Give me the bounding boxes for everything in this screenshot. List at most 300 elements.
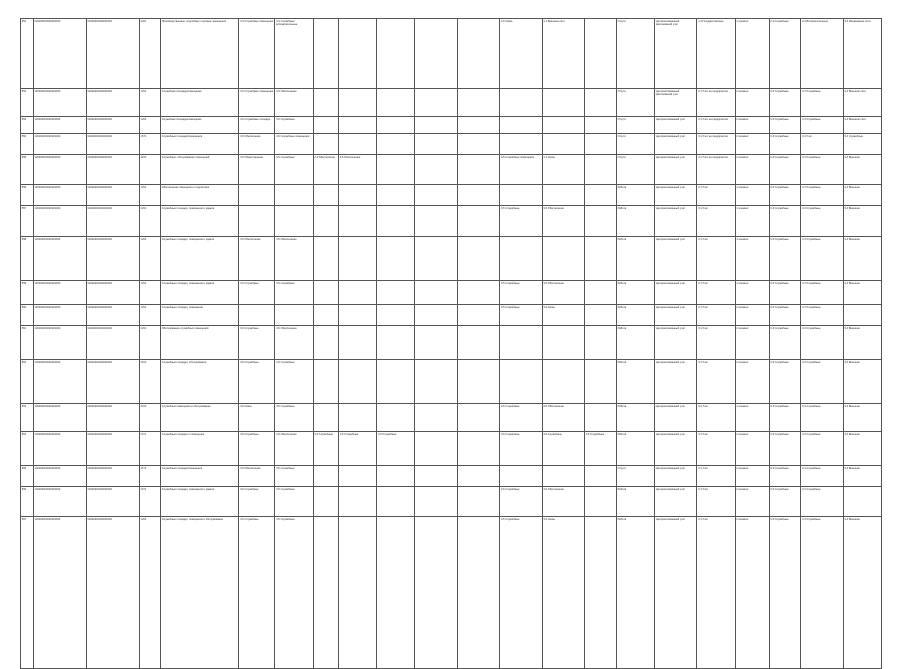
table-row <box>21 134 882 155</box>
table-cell: 3.6 Служебные <box>500 206 542 237</box>
table-cell <box>377 487 415 517</box>
table-cell: Служебные площади и помещения <box>160 432 238 466</box>
table-cell: 3.6 Обеспечение <box>239 466 275 487</box>
table-cell <box>585 517 617 669</box>
table-cell: 3.6 Служебные <box>275 360 313 404</box>
table-cell <box>313 89 338 117</box>
table-cell: 00000000000000000 <box>86 404 139 432</box>
table-cell <box>377 305 415 326</box>
table-cell: 100000000000000000 <box>33 237 86 281</box>
table-cell: 3.3 Служебные <box>769 404 801 432</box>
table-cell <box>585 237 617 281</box>
table-cell <box>239 206 275 237</box>
table-row <box>21 185 882 206</box>
table-cell: Работа <box>616 487 654 517</box>
table-cell: 3.4 Инженерные сети <box>843 19 881 89</box>
table-cell: 100000000000000000 <box>33 487 86 517</box>
table-cell: Служебные, обслуживание помещений <box>160 155 238 185</box>
table-cell: 3.1 Учет <box>697 360 735 404</box>
table-cell: Служебные площади, помещения и здания <box>160 237 238 281</box>
table-cell: Отсутс. <box>616 19 654 89</box>
table-row <box>21 237 882 281</box>
table-cell <box>415 326 457 360</box>
table-cell: 3.4 Служебные <box>801 185 843 206</box>
table-cell: 3.4 Внешние <box>843 237 881 281</box>
table-cell: 3.6 Обеспечение <box>275 237 313 281</box>
table-cell <box>542 237 584 281</box>
table-cell <box>457 19 499 89</box>
table-cell: 2 элемент <box>735 305 769 326</box>
table-cell <box>500 466 542 487</box>
table-cell: Централизованный учет <box>655 517 697 669</box>
table-cell <box>500 360 542 404</box>
table-cell <box>313 134 338 155</box>
table-cell: Централизованный учет <box>655 466 697 487</box>
table-cell: 3.3 Служебные <box>769 326 801 360</box>
table-cell <box>313 281 338 305</box>
table-cell: 3.6 Служебные <box>500 305 542 326</box>
table-cell <box>843 487 881 517</box>
table-cell <box>377 89 415 117</box>
table-cell: Работа <box>616 404 654 432</box>
table-cell <box>415 89 457 117</box>
table-cell <box>457 281 499 305</box>
table-cell <box>457 305 499 326</box>
table-cell: 564 <box>21 432 34 466</box>
table-cell <box>457 185 499 206</box>
table-cell: 3.6 Служебные <box>500 281 542 305</box>
table-cell: 1 элемент <box>735 281 769 305</box>
table-cell: 3.4 Внешние <box>843 206 881 237</box>
table-row <box>21 155 882 185</box>
table-cell: Отсутс. <box>616 155 654 185</box>
table-cell: 3.1 Учет на предприятии <box>697 134 735 155</box>
table-cell: 00000000000000000 <box>86 134 139 155</box>
table-cell: 2 элемент <box>735 360 769 404</box>
table-cell: 3.4 Служебные <box>801 305 843 326</box>
table-cell: 1204 <box>139 206 160 237</box>
table-cell: 3.4 Внешние <box>843 432 881 466</box>
table-row <box>21 206 882 237</box>
table-cell: 551 <box>21 19 34 89</box>
table-cell <box>457 517 499 669</box>
table-cell: 3.1 Учет на предприятии <box>697 89 735 117</box>
table-cell: Служебные помещения и обслуживание <box>160 404 238 432</box>
table-cell: 2 элемент <box>735 134 769 155</box>
table-cell <box>377 517 415 669</box>
table-cell: 1204 <box>139 517 160 669</box>
table-cell: 1.1 Внешние сети <box>542 19 584 89</box>
table-cell <box>415 432 457 466</box>
table-cell <box>339 404 377 432</box>
table-cell: 2 элемент <box>735 487 769 517</box>
table-row <box>21 117 882 134</box>
table-cell <box>275 206 313 237</box>
table-row <box>21 360 882 404</box>
table-cell: Служебные площади/помещения <box>160 134 238 155</box>
table-cell: 3.1 Учет <box>697 206 735 237</box>
table-cell: 1 элемент <box>735 185 769 206</box>
table-cell <box>377 134 415 155</box>
table-cell <box>415 305 457 326</box>
table-cell <box>339 326 377 360</box>
table-cell <box>585 360 617 404</box>
table-cell: 3.4 Служебные <box>843 134 881 155</box>
table-cell: 3.4 Служебные <box>801 326 843 360</box>
table-cell: Работа <box>616 517 654 669</box>
table-cell: 3.1 Учет <box>697 466 735 487</box>
table-cell: 3.4 Служебные <box>801 487 843 517</box>
table-cell: 3.6 Обеспечение <box>542 404 584 432</box>
table-cell: 3.3 Служебные <box>769 305 801 326</box>
table-cell: Централизованный учет <box>655 487 697 517</box>
table-cell: 00000000000000000 <box>86 305 139 326</box>
table-cell: Служебная площадь/помещение <box>160 117 238 134</box>
table-cell <box>415 237 457 281</box>
table-cell: 00000000000000000 <box>86 117 139 134</box>
table-cell <box>313 117 338 134</box>
table-cell: Централизованный учет <box>655 281 697 305</box>
table-cell <box>313 360 338 404</box>
table-row <box>21 466 882 487</box>
table-row <box>21 326 882 360</box>
table-cell <box>377 155 415 185</box>
table-cell <box>415 155 457 185</box>
table-cell <box>339 89 377 117</box>
table-cell <box>239 305 275 326</box>
table-cell <box>415 517 457 669</box>
table-cell: 1.1 Государственные <box>697 19 735 89</box>
table-cell: 560 <box>21 305 34 326</box>
table-cell: 3.4 Служебные вспомогательные <box>275 19 313 89</box>
table-cell: 553 <box>21 117 34 134</box>
table-cell: 567 <box>21 517 34 669</box>
table-cell <box>542 117 584 134</box>
table-cell <box>457 89 499 117</box>
table-cell: 3.6 Обеспечение <box>339 155 377 185</box>
table-cell: 2 элемент <box>735 326 769 360</box>
table-cell: 00000000000000000 <box>86 326 139 360</box>
table-cell <box>500 117 542 134</box>
table-cell <box>415 206 457 237</box>
table-cell: Работа <box>616 326 654 360</box>
table-cell: 3.6 Служебные <box>275 517 313 669</box>
table-row <box>21 305 882 326</box>
table-cell <box>377 360 415 404</box>
table-cell <box>339 117 377 134</box>
table-cell: 3.1 Учет <box>697 305 735 326</box>
table-cell: 3.4 Служебные <box>801 89 843 117</box>
table-cell <box>415 281 457 305</box>
table-cell: Отсутс. <box>616 466 654 487</box>
table-cell: 3.6 Обеспечение <box>239 134 275 155</box>
table-cell: 3.1 Учет на предприятии <box>697 155 735 185</box>
table-cell: 3.4 Внешние <box>843 404 881 432</box>
table-cell: Централизованный (автономный) учет <box>655 89 697 117</box>
table-cell: Служебные площади, помещения <box>160 305 238 326</box>
table-cell <box>339 517 377 669</box>
table-cell <box>585 117 617 134</box>
table-cell: 3.1 Учет <box>697 487 735 517</box>
table-cell: Служебные площади, помещения и здания <box>160 487 238 517</box>
table-cell: 3.6 Служебные <box>239 487 275 517</box>
table-cell <box>275 305 313 326</box>
table-cell <box>339 466 377 487</box>
table-cell <box>585 185 617 206</box>
table-row <box>21 404 882 432</box>
table-cell: 557 <box>21 206 34 237</box>
table-cell: 3.6 Обеспечение <box>542 281 584 305</box>
table-cell <box>542 89 584 117</box>
table-cell <box>585 404 617 432</box>
table-cell: Централизованный учет <box>655 432 697 466</box>
table-cell: 100000000000000000 <box>33 360 86 404</box>
table-cell: Служебные площади, помещения и обслуживание <box>160 517 238 669</box>
table-cell: 566 <box>21 487 34 517</box>
table-cell: 3.6 Служебные <box>313 432 338 466</box>
table-cell: 1574 <box>139 134 160 155</box>
table-cell: 00000000000000000 <box>86 360 139 404</box>
table-cell <box>457 155 499 185</box>
table-cell <box>339 281 377 305</box>
table-cell: Отсутс. <box>616 117 654 134</box>
table-cell: 1574 <box>139 432 160 466</box>
table-cell: 3.6 Обеспечение <box>275 432 313 466</box>
table-cell: 3.6 Обеспечение <box>275 326 313 360</box>
table-cell <box>457 487 499 517</box>
table-cell <box>585 134 617 155</box>
table-cell: 3.6 Обеспечение <box>542 206 584 237</box>
table-cell: 3.3 Служебные <box>769 134 801 155</box>
table-cell: 3.0 Служебные площади <box>239 117 275 134</box>
table-cell: Обслуживание служебных помещений <box>160 326 238 360</box>
table-cell: 3.3 Служебные <box>769 155 801 185</box>
table-cell: Работа <box>616 185 654 206</box>
table-cell: 100000000000000000 <box>33 466 86 487</box>
table-cell: Работа <box>616 432 654 466</box>
table-cell: 2.3 Служебные помещения <box>239 19 275 89</box>
table-cell: 2 элемент <box>735 432 769 466</box>
table-cell: 552 <box>21 89 34 117</box>
table-cell: 3.4 Внешние <box>843 517 881 669</box>
table-cell <box>415 19 457 89</box>
table-cell: 3.6 Служебные <box>239 281 275 305</box>
table-cell: 3.3 Служебные <box>769 281 801 305</box>
table-cell: 100000000000000000 <box>33 185 86 206</box>
table-cell: 3.3 Служебные <box>769 117 801 134</box>
table-cell <box>457 206 499 237</box>
table-cell <box>415 466 457 487</box>
table-cell: 3.4 Вспомогательные <box>801 19 843 89</box>
table-cell: 100000000000000000 <box>33 155 86 185</box>
table-cell: 3.4 Служебные <box>801 360 843 404</box>
table-cell: 555 <box>21 155 34 185</box>
table-cell <box>377 404 415 432</box>
table-cell <box>313 237 338 281</box>
table-cell <box>313 466 338 487</box>
table-cell: 3.1 Учет <box>697 281 735 305</box>
table-cell <box>585 206 617 237</box>
table-cell <box>415 487 457 517</box>
table-cell: 03000000000000000 <box>86 19 139 89</box>
table-cell: 3.3 Служебные <box>769 185 801 206</box>
table-cell: 3.6 Обеспечение <box>542 487 584 517</box>
table-row <box>21 281 882 305</box>
table-cell: 2 элемент <box>735 517 769 669</box>
table-cell: 3.6 Связь <box>542 305 584 326</box>
table-cell <box>585 487 617 517</box>
table-cell: Централизованный учет <box>655 237 697 281</box>
table-cell: 4103 <box>139 404 160 432</box>
table-cell <box>313 326 338 360</box>
table-cell <box>457 134 499 155</box>
table-cell: Служебные площади, обслуживание <box>160 360 238 404</box>
table-cell <box>339 185 377 206</box>
table-cell: Централизованный учет <box>655 326 697 360</box>
table-cell: 3.1 Учет <box>697 185 735 206</box>
table-cell <box>457 117 499 134</box>
table-cell: 3.1 Учет <box>697 432 735 466</box>
table-cell: 1574 <box>139 466 160 487</box>
table-cell: 00000000000000000 <box>86 487 139 517</box>
table-cell <box>457 466 499 487</box>
table-cell: 3.4 Служебные <box>801 432 843 466</box>
table-cell: 4401 <box>139 19 160 89</box>
table-cell: 1204 <box>139 237 160 281</box>
table-cell: 3.6 Общественные <box>239 155 275 185</box>
table-cell: 3.4 Внешние сети <box>843 89 881 117</box>
table-cell: 100000000000000000 <box>33 117 86 134</box>
table-cell <box>457 404 499 432</box>
table-cell: 00000000000000000 <box>86 185 139 206</box>
table-cell <box>339 487 377 517</box>
table-cell <box>415 185 457 206</box>
table-cell: 562 <box>21 360 34 404</box>
table-cell: 3.4 Служебные <box>801 117 843 134</box>
table-cell: 1204 <box>139 281 160 305</box>
table-cell: 3.6 Служебные <box>377 432 415 466</box>
table-cell <box>377 206 415 237</box>
table-cell: Обеспечение помещения и территории <box>160 185 238 206</box>
table-cell: 2 элемент <box>735 155 769 185</box>
table-cell: Централизованный учет <box>655 305 697 326</box>
table-cell: 1.1 Связь <box>542 155 584 185</box>
table-cell: 3.4 Внешние сети <box>843 117 881 134</box>
table-cell: 00000000000000000 <box>86 281 139 305</box>
table-cell <box>339 206 377 237</box>
table-cell: 3.4 Внешние <box>843 466 881 487</box>
table-cell: 3.6 Служебные <box>239 517 275 669</box>
table-cell <box>500 89 542 117</box>
table-cell <box>339 237 377 281</box>
table-cell: 3.1 Учет <box>697 237 735 281</box>
table-cell <box>500 134 542 155</box>
table-cell <box>585 155 617 185</box>
table-cell: 3.6 Служебные <box>275 281 313 305</box>
table-cell <box>457 432 499 466</box>
table-cell: 00000000000000000 <box>86 237 139 281</box>
table-cell: Служебные площади, помещения и здания <box>160 281 238 305</box>
table-cell: 100000000000000000 <box>33 326 86 360</box>
table-cell: 3.0 Служебные <box>275 117 313 134</box>
table-cell: 2 элемент <box>735 117 769 134</box>
table-cell: Работа <box>616 305 654 326</box>
table-cell <box>500 237 542 281</box>
table-cell: 3.6 Служебные <box>275 155 313 185</box>
table-cell <box>542 185 584 206</box>
table-cell <box>585 89 617 117</box>
table-cell: 3.3 Служебные <box>769 517 801 669</box>
table-cell: Централизованный учет <box>655 360 697 404</box>
table-cell: Работа <box>616 360 654 404</box>
table-cell <box>377 466 415 487</box>
table-cell <box>457 237 499 281</box>
table-cell <box>500 185 542 206</box>
table-cell <box>377 326 415 360</box>
table-cell: 3.6 Служебные <box>275 404 313 432</box>
table-cell <box>585 466 617 487</box>
table-cell: 00000000000000000 <box>86 517 139 669</box>
table-cell <box>339 134 377 155</box>
table-cell: 3.6 Служебные <box>339 432 377 466</box>
table-cell <box>843 305 881 326</box>
table-cell: 3.4 Служебные <box>801 206 843 237</box>
table-cell: 2.4 Обеспечение <box>313 155 338 185</box>
table-cell: 3.6 Служебные <box>500 432 542 466</box>
table-cell <box>415 404 457 432</box>
table-cell: Централизованный учет <box>655 206 697 237</box>
table-cell: 3.4 Внешние <box>843 185 881 206</box>
table-cell: 3.4 Внешние <box>843 281 881 305</box>
table-cell: 3.6 Служебные помещения <box>275 134 313 155</box>
table-cell: 3.4 Служебные <box>801 155 843 185</box>
table-cell <box>339 360 377 404</box>
table-cell: 3.1 Учет <box>697 517 735 669</box>
table-cell: Производственные, подсобные торговые помещения <box>160 19 238 89</box>
table-cell <box>585 281 617 305</box>
table-cell: Централизованный учет <box>655 117 697 134</box>
table-cell: 3.6 Служебные помещения <box>500 155 542 185</box>
table-cell <box>415 360 457 404</box>
table-cell: 3.4 Служебные <box>801 281 843 305</box>
table-row <box>21 19 882 89</box>
document-page <box>20 18 882 622</box>
table-cell: 554 <box>21 134 34 155</box>
table-cell <box>457 326 499 360</box>
table-cell: 3.6 Служебные <box>275 466 313 487</box>
table-cell: 3.4 Служебные <box>801 237 843 281</box>
table-cell: 3.0 Связь <box>500 19 542 89</box>
table-cell <box>377 117 415 134</box>
table-cell <box>542 134 584 155</box>
table-cell: Централизованный учет <box>655 404 697 432</box>
table-cell: 3.4 Служебные <box>801 466 843 487</box>
table-row <box>21 487 882 517</box>
table-cell: 1 элемент <box>735 404 769 432</box>
table-cell: 100000000000000000 <box>33 89 86 117</box>
table-cell <box>542 326 584 360</box>
table-cell: 3.3 Служебные <box>769 360 801 404</box>
table-cell: Служебные площади/помещения <box>160 466 238 487</box>
table-cell: 3.4 Служебные <box>801 517 843 669</box>
table-cell: 00000000000000000 <box>86 466 139 487</box>
table-cell: 3.6 Обеспечение <box>275 89 313 117</box>
table-cell: Служебная площадь/помещение <box>160 89 238 117</box>
table-cell: 4103 <box>139 360 160 404</box>
table-cell: 3.4 Служебные <box>801 404 843 432</box>
table-cell: 3.6 Служебные <box>500 404 542 432</box>
table-cell: 3.6 Служебные <box>239 326 275 360</box>
